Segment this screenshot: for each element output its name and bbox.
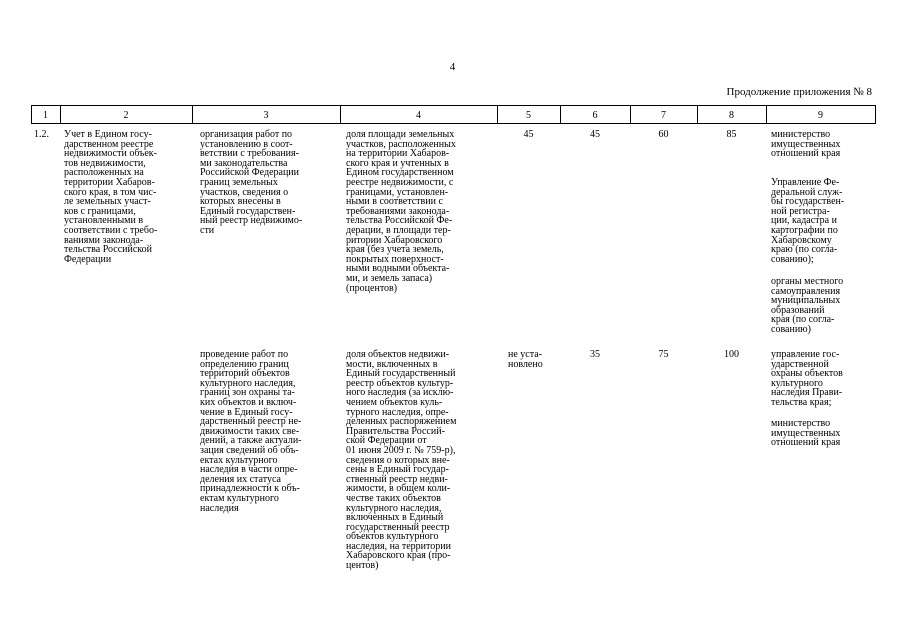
column-header-8: 8 — [729, 110, 734, 121]
row1-indicator: доля площади земельных участков, расположенных на территории Хабаров- ского края и учтенных в Едином государственном реестре недвижимости, с границами, установлен- ными в соответствии с требованиями законода- тельства Российской Фе- дерации, в площади тер- ритории Хабаровского края (без учета земель, покрытых поверхност- ными водными объекта- ми, и земель запаса) (процентов) — [346, 129, 456, 294]
column-header-6: 6 — [592, 110, 598, 121]
row1-value-col6: 45 — [590, 129, 600, 140]
column-header-9: 9 — [818, 110, 823, 121]
row1-responsible-1: министерство имущественных отношений края — [771, 129, 841, 160]
column-header-2: 2 — [123, 110, 129, 121]
row1-item-number: 1.2. — [34, 129, 49, 140]
row2-responsible-2: министерство имущественных отношений края — [771, 418, 841, 449]
row2-value-col7: 75 — [658, 349, 669, 360]
table-top-border — [31, 105, 876, 106]
row1-value-col7: 60 — [658, 129, 669, 140]
column-header-3: 3 — [263, 110, 269, 121]
row2-value-col5: не уста- новлено — [508, 349, 543, 370]
row1-activity: организация работ по установлению в соот- ветствии с требования- ми законодательства Российской Федерации границ земельных участков, сведения о которых внесены в Единый государствен- ный реестр недвижимо- сти — [200, 129, 303, 236]
continuation-label: Продолжение приложения № 8 — [726, 86, 872, 98]
column-header-4: 4 — [416, 110, 421, 121]
header-bottom-border — [31, 123, 876, 124]
row2-activity: проведение работ по определению границ территорий объектов культурного наследия, границ зон охраны та- ких объектов и включ- чение в Единый госу- дарственный реестр не- движимости таких све- дений, а также актуали- зация сведений об объ- ектах культурного наследия в части опре- деления их статуса принадлежности к объ- ектам культурного наследия — [200, 349, 302, 514]
row2-value-col6: 35 — [590, 349, 600, 360]
row1-responsible-2: Управление Фе- деральной служ- бы государствен- ной регистра- ции, кадастра и картографии по Хабаровскому краю (по согла- сованию); — [771, 177, 845, 265]
row1-value-col5: 45 — [523, 129, 534, 140]
row2-value-col8: 100 — [724, 349, 739, 360]
row1-responsible-3: органы местного самоуправления муниципальных образований края (по согла- сованию) — [771, 276, 844, 335]
column-header-5: 5 — [526, 110, 531, 121]
row2-responsible-1: управление гос- ударственной охраны объектов культурного наследия Прави- тельства края; — [771, 349, 843, 408]
column-header-1: 1 — [43, 110, 48, 121]
page-number: 4 — [449, 61, 456, 73]
row1-value-col8: 85 — [726, 129, 737, 140]
row2-indicator: доля объектов недвижи- мости, включенных в Единый государственный реестр объектов культур- ного наследия (за исклю- чением объектов куль- турного наследия, опре- деленных распоряжением Правительства Россий- ской Федерации от 01 июня 2009 г. № 759-р), сведения о которых вне- сены в Единый государ- ственный реестр недви- жимости, в общем коли- честве таких объектов культурного наследия, включенных в Единый государственный реестр объектов культурного наследия, на территории Хабаровского края (про- центов) — [346, 349, 457, 572]
col-divider-9 — [875, 105, 876, 124]
row1-task-name: Учет в Едином госу- дарственном реестре недвижимости объек- тов недвижимости, расположенных на территории Хабаров- ского края, в том чис- ле земельных участ- ков с границами, установленными в соответствии с требо- ваниями законода- тельства Российской Федерации — [64, 129, 158, 265]
column-header-7: 7 — [661, 110, 666, 121]
